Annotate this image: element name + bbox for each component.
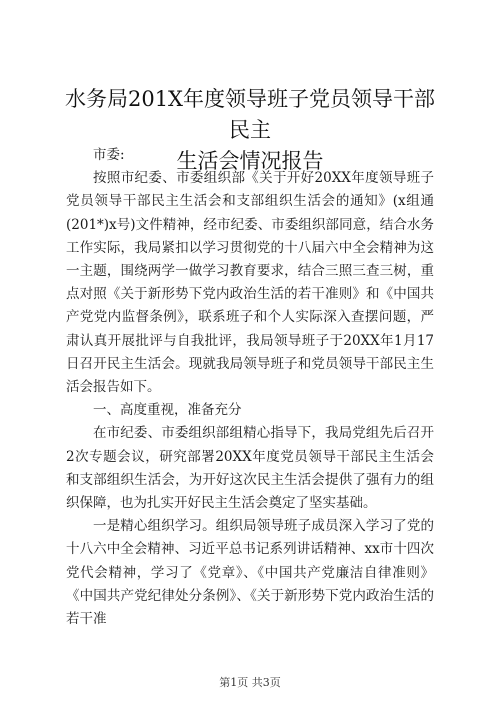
salutation: 市委: (93, 147, 125, 163)
paragraph-intro: 按照市纪委、市委组织部《关于开好20XX年度领导班子党员领导干部民主生活会和支部组织生活会的通知》(x组通(201*)x号)文件精神，经市纪委、市委组织部同意，结合水务工作实际，我局紧扣以学习贯彻党的十八届六中全会精神为这一主题，围绕两学一做学习教育要求，结合三照三查三树，重点对照《关于新形势下党内政治生活的若干准则》和《中国共产党党内监督条例》，联系班子和个人实际深入查摆问题，严肃认真开展批评与自我批评，我局领导班子于20XX年1月17日召开民主生活会。现就我局领导班子和党员领导干部民主生活会报告如下。 (66, 170, 434, 396)
document-body (66, 144, 434, 631)
title-line-2: 生活会情况报告 (176, 149, 324, 173)
paragraph-section-1: 在市纪委、市委组织部组精心指导下，我局党组先后召开2次专题会议，研究部署20XX年度党员领导干部民主生活会和支部组织生活会，为开好这次民主生活会提供了强有力的组织保障，也为扎实开好民主生活会奠定了坚实基础。 (66, 425, 434, 512)
paragraph-study: 一是精心组织学习。组织局领导班子成员深入学习了党的十八六中全会精神、习近平总书记系列讲话精神、xx市十四次党代会精神，学习了《党章》、《中国共产党廉洁自律准则》《中国共产党纪律处分条例》、《关于新形势下党内政治生活的若干准 (66, 518, 434, 628)
title-line-1: 水务局201X年度领导班子党员领导干部民主 (64, 87, 436, 142)
section-heading-1: 一、高度重视，准备充分 (93, 402, 242, 419)
page-footer: 第1页 共3页 (219, 676, 281, 689)
